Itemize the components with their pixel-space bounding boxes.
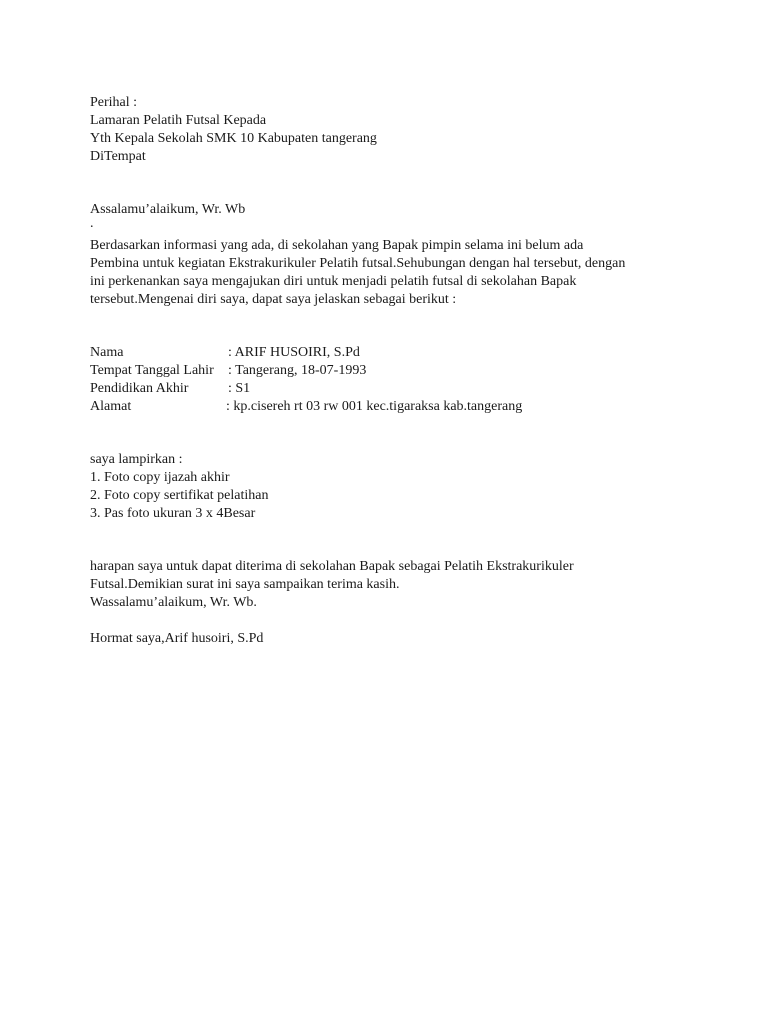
farewell: Wassalamu’alaikum, Wr. Wb.: [90, 595, 257, 610]
closing-line: Futsal.Demikian surat ini saya sampaikan terima kasih.: [90, 577, 400, 592]
greeting-dot: .: [90, 216, 94, 231]
greeting: Assalamu’alaikum, Wr. Wb: [90, 202, 246, 217]
field-label-ttl: Tempat Tanggal Lahir: [90, 363, 214, 378]
letter-recipient: Yth Kepala Sekolah SMK 10 Kabupaten tangerang: [90, 131, 377, 146]
field-value-nama: : ARIF HUSOIRI, S.Pd: [228, 345, 360, 360]
field-value-pendidikan: : S1: [228, 381, 251, 396]
closing-line: harapan saya untuk dapat diterima di sekolahan Bapak sebagai Pelatih Ekstrakurikuler: [90, 559, 574, 574]
letter-place: DiTempat: [90, 149, 146, 164]
intro-line: Berdasarkan informasi yang ada, di sekolahan yang Bapak pimpin selama ini belum ada: [90, 238, 584, 253]
field-value-ttl: : Tangerang, 18-07-1993: [228, 363, 367, 378]
field-label-nama: Nama: [90, 345, 124, 360]
field-label-pendidikan: Pendidikan Akhir: [90, 381, 189, 396]
field-value-alamat: : kp.cisereh rt 03 rw 001 kec.tigaraksa kab.tangerang: [226, 399, 523, 414]
signature: Hormat saya,Arif husoiri, S.Pd: [90, 631, 264, 646]
intro-line: ini perkenankan saya mengajukan diri untuk menjadi pelatih futsal di sekolahan Bapak: [90, 274, 577, 289]
perihal-label: Perihal :: [90, 95, 138, 110]
attachment-item: 2. Foto copy sertifikat pelatihan: [90, 488, 269, 503]
attachment-item: 1. Foto copy ijazah akhir: [90, 470, 230, 485]
field-label-alamat: Alamat: [90, 399, 132, 414]
letter-subject: Lamaran Pelatih Futsal Kepada: [90, 113, 267, 128]
intro-line: Pembina untuk kegiatan Ekstrakurikuler Pelatih futsal.Sehubungan dengan hal tersebut, dengan: [90, 256, 626, 271]
intro-line: tersebut.Mengenai diri saya, dapat saya jelaskan sebagai berikut :: [90, 292, 457, 307]
attachment-item: 3. Pas foto ukuran 3 x 4Besar: [90, 506, 256, 521]
attachments-heading: saya lampirkan :: [90, 452, 183, 467]
